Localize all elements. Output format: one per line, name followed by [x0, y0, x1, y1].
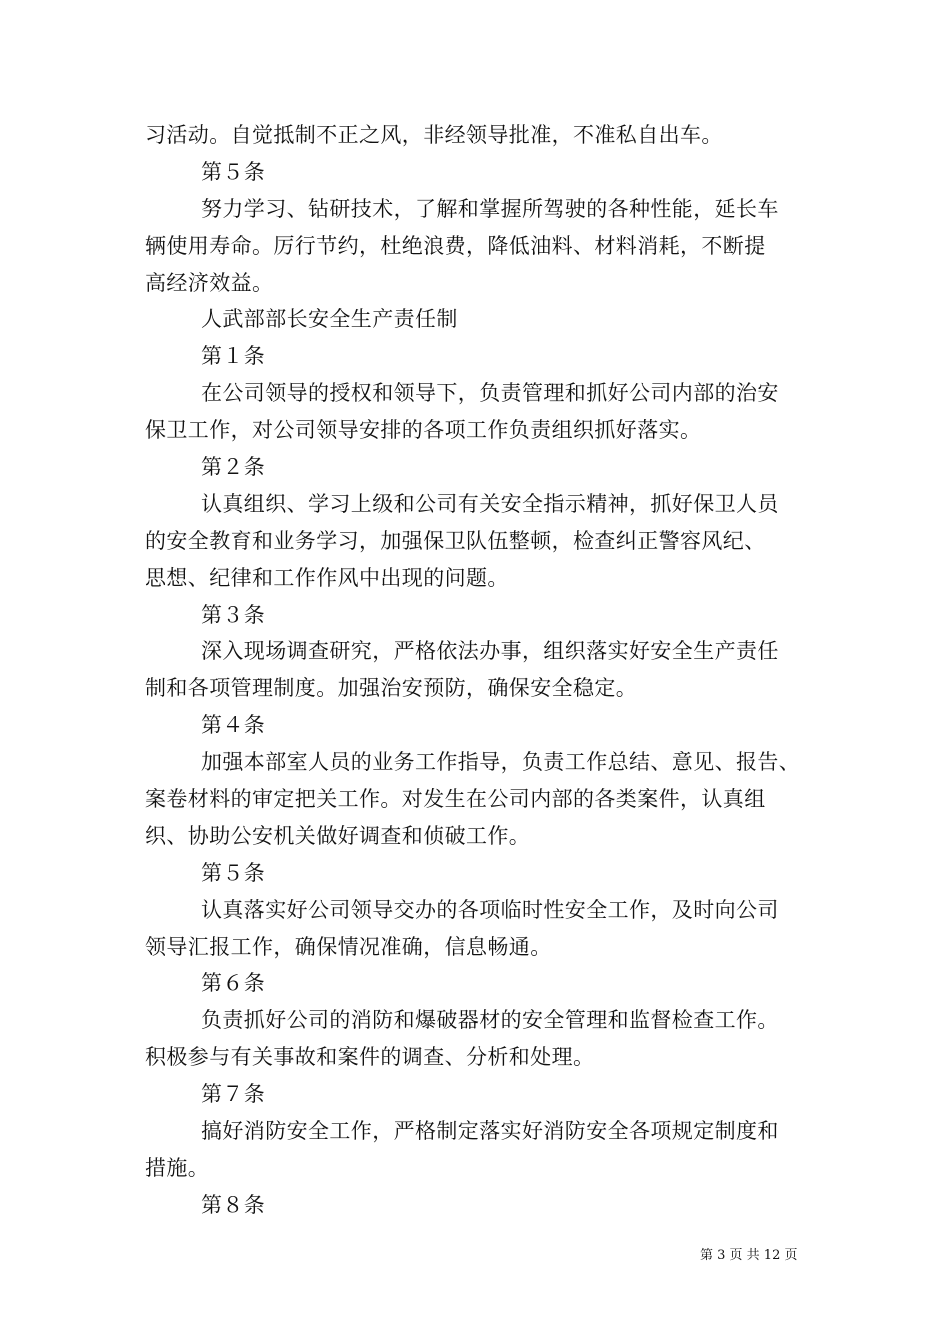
- text-line: 保卫工作，对公司领导安排的各项工作负责组织抓好落实。: [145, 418, 702, 443]
- page-number-footer: 第 3 页 共 12 页: [700, 1248, 798, 1263]
- text-line: 第１条: [201, 344, 266, 369]
- text-line: 案卷材料的审定把关工作。对发生在公司内部的各类案件，认真组: [145, 787, 766, 812]
- text-line: 负责抓好公司的消防和爆破器材的安全管理和监督检查工作。: [201, 1008, 779, 1033]
- text-line: 积极参与有关事故和案件的调查、分析和处理。: [145, 1045, 595, 1070]
- text-line: 第６条: [201, 971, 266, 996]
- text-line: 措施。: [145, 1155, 210, 1180]
- text-line: 加强本部室人员的业务工作指导，负责工作总结、意见、报告、: [201, 750, 801, 775]
- page-body: [145, 117, 825, 1224]
- text-line: 努力学习、钻研技术，了解和掌握所驾驶的各种性能，延长车: [201, 196, 779, 221]
- text-line: 第５条: [201, 860, 266, 885]
- text-line: 人武部部长安全生产责任制: [201, 307, 458, 332]
- text-line: 辆使用寿命。厉行节约，杜绝浪费，降低油料、材料消耗，不断提: [145, 233, 766, 258]
- text-line: 制和各项管理制度。加强治安预防，确保安全稳定。: [145, 676, 638, 701]
- text-line: 领导汇报工作，确保情况准确，信息畅通。: [145, 934, 552, 959]
- text-line: 高经济效益。: [145, 270, 274, 295]
- text-line: 习活动。自觉抵制不正之风，非经领导批准，不准私自出车。: [145, 123, 723, 147]
- text-line: 第５条: [201, 159, 266, 184]
- text-line: 认真落实好公司领导交办的各项临时性安全工作，及时向公司: [201, 897, 779, 922]
- text-line: 思想、纪律和工作作风中出现的问题。: [145, 565, 509, 590]
- text-line: 第７条: [201, 1082, 266, 1107]
- text-line: 在公司领导的授权和领导下，负责管理和抓好公司内部的治安: [201, 381, 779, 406]
- text-line: 第４条: [201, 713, 266, 738]
- text-line: 第３条: [201, 602, 266, 627]
- text-line: 深入现场调查研究，严格依法办事，组织落实好安全生产责任: [201, 639, 779, 664]
- text-line: 的安全教育和业务学习，加强保卫队伍整顿，检查纠正警容风纪、: [145, 528, 766, 553]
- text-line: 第２条: [201, 455, 266, 480]
- text-line: 认真组织、学习上级和公司有关安全指示精神，抓好保卫人员: [201, 491, 779, 516]
- text-line: 第８条: [201, 1192, 266, 1217]
- text-line: 搞好消防安全工作，严格制定落实好消防安全各项规定制度和: [201, 1119, 779, 1144]
- text-line: 织、协助公安机关做好调查和侦破工作。: [145, 823, 531, 848]
